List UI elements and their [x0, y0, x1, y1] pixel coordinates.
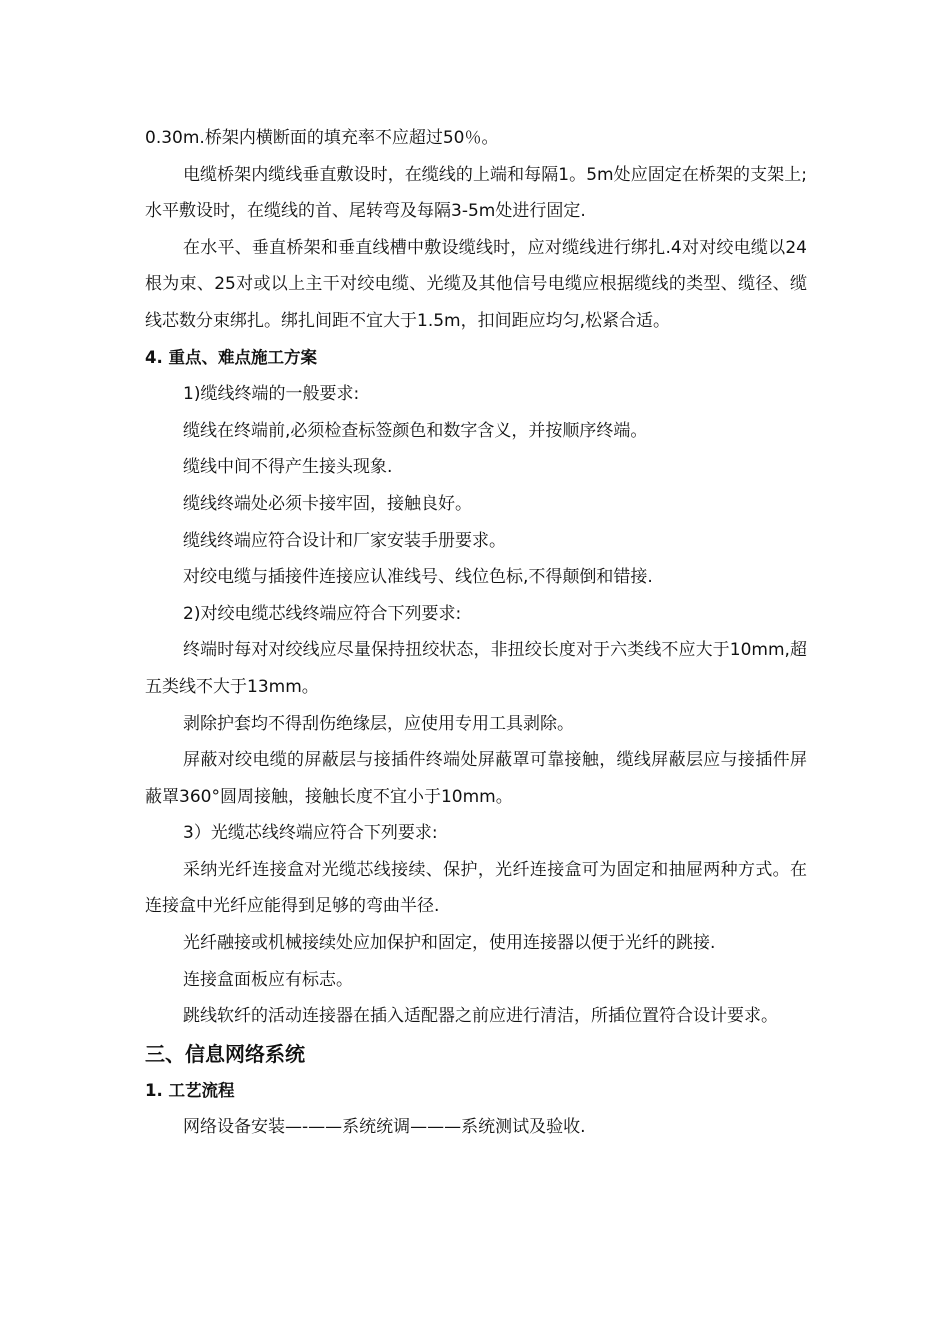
chapter-heading-network-system: 三、信息网络系统 [145, 1041, 305, 1066]
paragraph-strip-jacket: 剥除护套均不得刮伤绝缘层，应使用专用工具剥除。 [183, 713, 574, 734]
paragraph-fill-rate: 0.30m.桥架内横断面的填充率不应超过50％。 [145, 128, 499, 148]
paragraph-firm-contact: 缆线终端处必须卡接牢固，接触良好。 [183, 493, 472, 514]
paragraph-vertical-laying: 电缆桥架内缆线垂直敷设时，在缆线的上端和每隔1。5m处应固定在桥架的支架上;水平敷设时，在缆线的首、尾转弯及每隔3-5m处进行固定. [145, 164, 807, 222]
subheading-termination-general: 1)缆线终端的一般要求: [183, 384, 360, 405]
paragraph-splice-protection: 光纤融接或机械接续处应加保护和固定，使用连接器以便于光纤的跳接. [183, 933, 716, 954]
document-body [145, 120, 807, 1146]
subheading-fiber-termination: 3）光缆芯线终端应符合下列要求: [183, 823, 438, 844]
paragraph-panel-marking: 连接盒面板应有标志。 [183, 969, 353, 990]
paragraph-patch-cleaning: 跳线软纤的活动连接器在插入适配器之前应进行清洁，所插位置符合设计要求。 [183, 1006, 778, 1027]
section-heading-key-points: 4. 重点、难点施工方案 [145, 347, 317, 367]
subheading-twisted-pair-termination: 2)对绞电缆芯线终端应符合下列要求: [183, 603, 462, 624]
paragraph-untwist-length: 终端时每对对绞线应尽量保持扭绞状态，非扭绞长度对于六类线不应大于10mm,超五类线不大于13mm。 [145, 640, 807, 697]
paragraph-wire-colors: 对绞电缆与插接件连接应认准线号、线位色标,不得颠倒和错接. [183, 567, 653, 588]
paragraph-check-labels: 缆线在终端前,必须检查标签颜色和数字含义，并按顺序终端。 [183, 420, 648, 441]
paragraph-cable-binding: 在水平、垂直桥架和垂直线槽中敷设缆线时，应对缆线进行绑扎.4对对绞电缆以24根为束、25对或以上主干对绞电缆、光缆及其他信号电缆应根据缆线的类型、缆径、缆线芯数分束绑扎。绑扎间距不宜大于1.5m，扣间距应均匀,松紧合适。 [145, 237, 807, 331]
paragraph-no-joints: 缆线中间不得产生接头现象. [183, 457, 393, 478]
paragraph-shield-contact: 屏蔽对绞电缆的屏蔽层与接插件终端处屏蔽罩可靠接触，缆线屏蔽层应与接插件屏蔽罩360°圆周接触，接触长度不宜小于10mm。 [145, 750, 807, 807]
paragraph-process-steps: 网络设备安装—-——系统统调———系统测试及验收. [183, 1117, 586, 1138]
section-heading-process-flow: 1. 工艺流程 [145, 1080, 235, 1100]
paragraph-manual-requirements: 缆线终端应符合设计和厂家安装手册要求。 [183, 530, 506, 551]
paragraph-splice-box: 采纳光纤连接盒对光缆芯线接续、保护，光纤连接盒可为固定和抽屉两种方式。在连接盒中光纤应能得到足够的弯曲半径. [145, 859, 807, 917]
